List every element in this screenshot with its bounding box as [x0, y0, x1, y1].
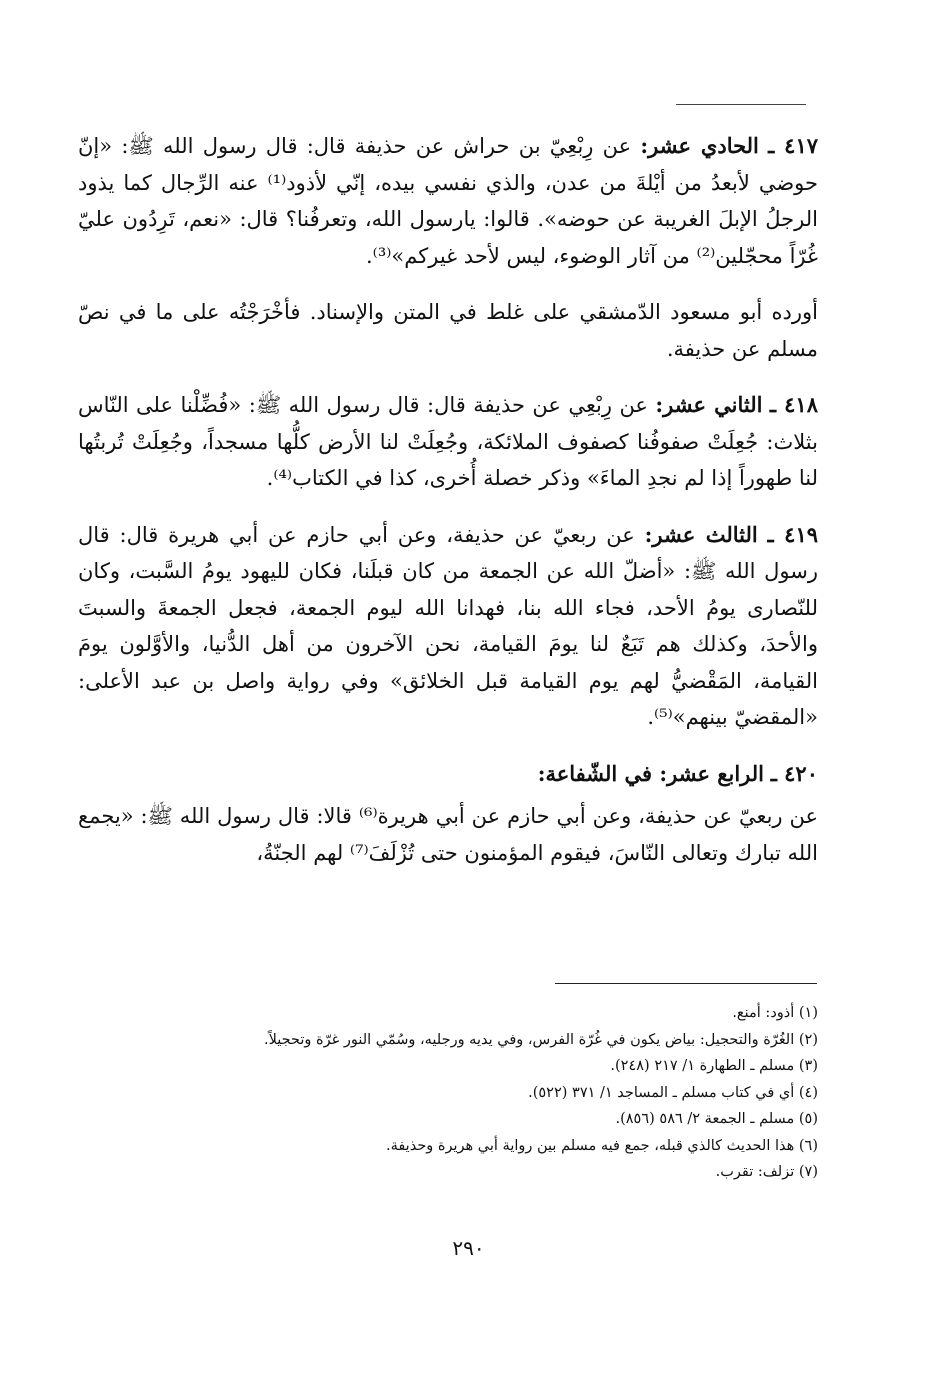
hadith-418: [78, 387, 818, 497]
footnote-2: (٢) الغُرّة والتحجيل: بياض يكون في غُرّة الفرس، وفي يديه ورجليه، وسُمّي النور غرّة وتحجيلاً.: [264, 1031, 818, 1048]
hadith-number: ٤١٩ ـ: [767, 521, 819, 547]
hadith-text: عن ربعيّ عن حذيفة، وعن أبي حازم عن أبي هريرة⁽⁶⁾ قالا: قال رسول الله ﷺ: «يجمع الله تبارك وتعالى النّاسَ، فيقوم المؤمنون حتى تُزْلَفَ⁽⁷⁾ لهم الجنّةُ،: [78, 804, 818, 865]
footnote-separator: [555, 983, 817, 984]
page-number: ٢٩٠: [452, 1236, 485, 1260]
hadith-number: ٤١٨ ـ: [769, 392, 818, 417]
commentary-text: أورده أبو مسعود الدّمشقي على غلط في المتن والإسناد. فأخْرَجْتُه على ما في نصّ مسلم عن حذيفة.: [78, 300, 818, 361]
hadith-419: [78, 517, 818, 736]
top-rule: [676, 104, 806, 105]
hadith-text: عن رِبْعِيّ بن حراش عن حذيفة قال: قال رسول الله ﷺ: «إنّ حوضي لأبعدُ من أيْلةَ من عدن، والذي نفسي بيده، إنّي لأذود⁽¹⁾ عنه الرِّجال كما يذود الرجلُ الإبلَ الغريبة عن حوضه». قالوا: يارسول الله، وتعرفُنا؟ قال: «نعم، تَرِدُون عليّ غُرّاً محجّلين⁽²⁾ من آثار الوضوء، ليس لأحد غيركم»⁽³⁾.: [78, 134, 818, 268]
footnote-1: (١) أذود: أمنع.: [732, 1005, 818, 1021]
footnote-4: (٤) أي في كتاب مسلم ـ المساجد ١/ ٣٧١ (٥٢٢).: [528, 1084, 818, 1101]
footnote-6: (٦) هذا الحديث كالذي قبله، جمع فيه مسلم بين رواية أبي هريرة وحذيفة.: [385, 1137, 818, 1154]
hadith-number: ٤١٧ ـ: [768, 133, 819, 158]
hadith-420: [78, 756, 818, 793]
hadith-title: الرابع عشر: في الشّفاعة:: [537, 760, 764, 786]
footnote-7: (٧) تزلف: تقرب.: [715, 1164, 818, 1180]
hadith-title: الحادي عشر:: [640, 133, 759, 158]
commentary-paragraph: [78, 294, 818, 367]
hadith-417: [78, 128, 818, 274]
footnote-5: (٥) مسلم ـ الجمعة ٢/ ٥٨٦ (٨٥٦).: [615, 1111, 818, 1127]
hadith-number: ٤٢٠ ـ: [770, 760, 818, 786]
hadith-text: عن ربعيّ عن حذيفة، وعن أبي حازم عن أبي هريرة قال: قال رسول الله ﷺ: «أضلّ الله عن الجمعة من كان قبلَنا، فكان لليهود يومُ السَّبت، وكان للنّصارى يومُ الأحد، فجاء الله بنا، فهدانا الله ليوم الجمعة، فجعل الجمعةَ والسبتَ والأحدَ، وكذلك هم تَبَعٌ لنا يومَ القيامة، نحن الآخرون من أهل الدُّنيا، والأوَّلون يومَ القيامة، المَقْضيُّ لهم يوم القيامة قبل الخلائق» وفي رواية واصل بن عبد الأعلى: «المقضيّ بينهم»⁽⁵⁾.: [78, 522, 818, 729]
hadith-420-text: [78, 798, 818, 871]
footnote-3: (٣) مسلم ـ الطهارة ١/ ٢١٧ (٢٤٨).: [610, 1058, 818, 1074]
hadith-title: الثاني عشر:: [655, 392, 763, 417]
hadith-title: الثالث عشر:: [644, 521, 758, 547]
main-text: [78, 128, 818, 891]
footnotes: [150, 1000, 818, 1186]
hadith-text: عن رِبْعِي عن حذيفة قال: قال رسول الله ﷺ: «فُضِّلْنا على النّاس بثلاث: جُعِلَتْ صفوفُنا كصفوف الملائكة، وجُعِلَتْ لنا الأرض كلُّها مسجداً، وجُعِلَتْ تُربتُها لنا طهوراً إذا لم نجدِ الماءَ» وذكر خصلة أُخرى، كذا في الكتاب⁽⁴⁾.: [78, 393, 818, 490]
